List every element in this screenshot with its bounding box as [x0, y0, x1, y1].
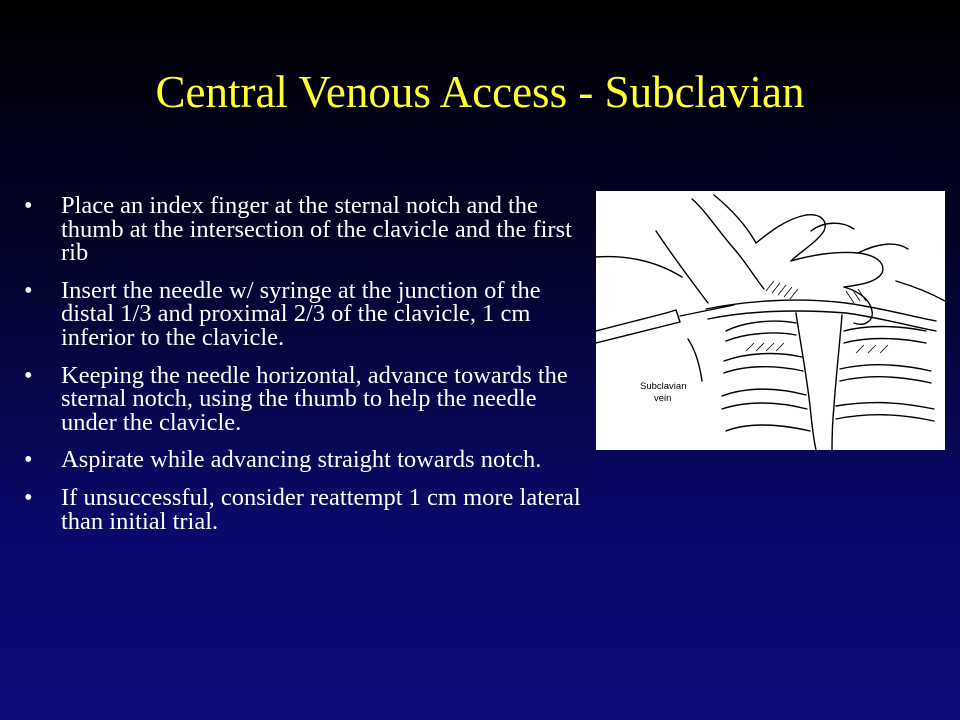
- bullet-marker: •: [24, 446, 33, 474]
- subclavian-line-drawing: [596, 191, 945, 450]
- finger-outline: [714, 195, 756, 243]
- rib-outline: [840, 365, 931, 371]
- shoulder-outline: [896, 281, 945, 301]
- finger-outline: [811, 223, 854, 231]
- finger-outline: [858, 244, 908, 253]
- shoulder-outline: [596, 257, 682, 277]
- rib-outline: [726, 321, 796, 331]
- bullet-marker: •: [24, 361, 33, 389]
- vein-outline: [688, 339, 702, 381]
- finger-outline: [692, 199, 764, 289]
- bullet-item: [24, 483, 590, 535]
- needle: [680, 305, 734, 316]
- rib-outline: [724, 367, 803, 373]
- shading-hatch: [766, 281, 798, 299]
- bullet-item: [24, 361, 590, 436]
- figure-label-line2: vein: [654, 393, 672, 404]
- bullet-text: Aspirate while advancing straight towards notch.: [61, 446, 542, 474]
- figure-label-line1: Subclavian: [640, 381, 687, 392]
- rib-outline: [836, 415, 934, 421]
- rib-outline: [724, 354, 802, 361]
- sternum-outline: [832, 315, 842, 450]
- bullet-marker: •: [24, 276, 33, 304]
- bullet-item: [24, 194, 590, 265]
- rib-outline: [726, 425, 810, 431]
- bullet-text: Place an index finger at the sternal notch and the thumb at the intersection of the clavicle and the first rib: [61, 192, 572, 267]
- shading-hatch: [746, 343, 784, 351]
- rib-outline: [726, 333, 796, 341]
- clavicle-outline: [706, 300, 936, 321]
- bullet-marker: •: [24, 483, 33, 511]
- bullet-marker: •: [24, 192, 33, 219]
- anatomy-illustration: [596, 191, 945, 450]
- slide-title: Central Venous Access - Subclavian: [155, 67, 805, 117]
- bullet-text: Insert the needle w/ syringe at the junction of the distal 1/3 and proximal 2/3 of the clavicle, 1 cm inferior to the clavicle.: [61, 276, 541, 351]
- bullet-item: [24, 448, 590, 472]
- rib-outline: [844, 327, 926, 332]
- rib-outline: [844, 339, 926, 344]
- rib-outline: [836, 403, 934, 409]
- bullet-list: [24, 194, 590, 547]
- bullet-text: If unsuccessful, consider reattempt 1 cm more lateral than initial trial.: [61, 483, 581, 535]
- bullet-text: Keeping the needle horizontal, advance towards the sternal notch, using the thumb to help the needle under the clavicle.: [61, 361, 568, 436]
- rib-outline: [722, 403, 807, 409]
- finger-outline: [791, 252, 883, 287]
- finger-outline: [844, 287, 872, 324]
- rib-outline: [840, 377, 931, 383]
- syringe-hub: [666, 310, 680, 325]
- rib-outline: [722, 389, 806, 396]
- shading-hatch: [856, 345, 888, 353]
- bullet-item: [24, 276, 590, 351]
- thumb-outline: [756, 215, 825, 261]
